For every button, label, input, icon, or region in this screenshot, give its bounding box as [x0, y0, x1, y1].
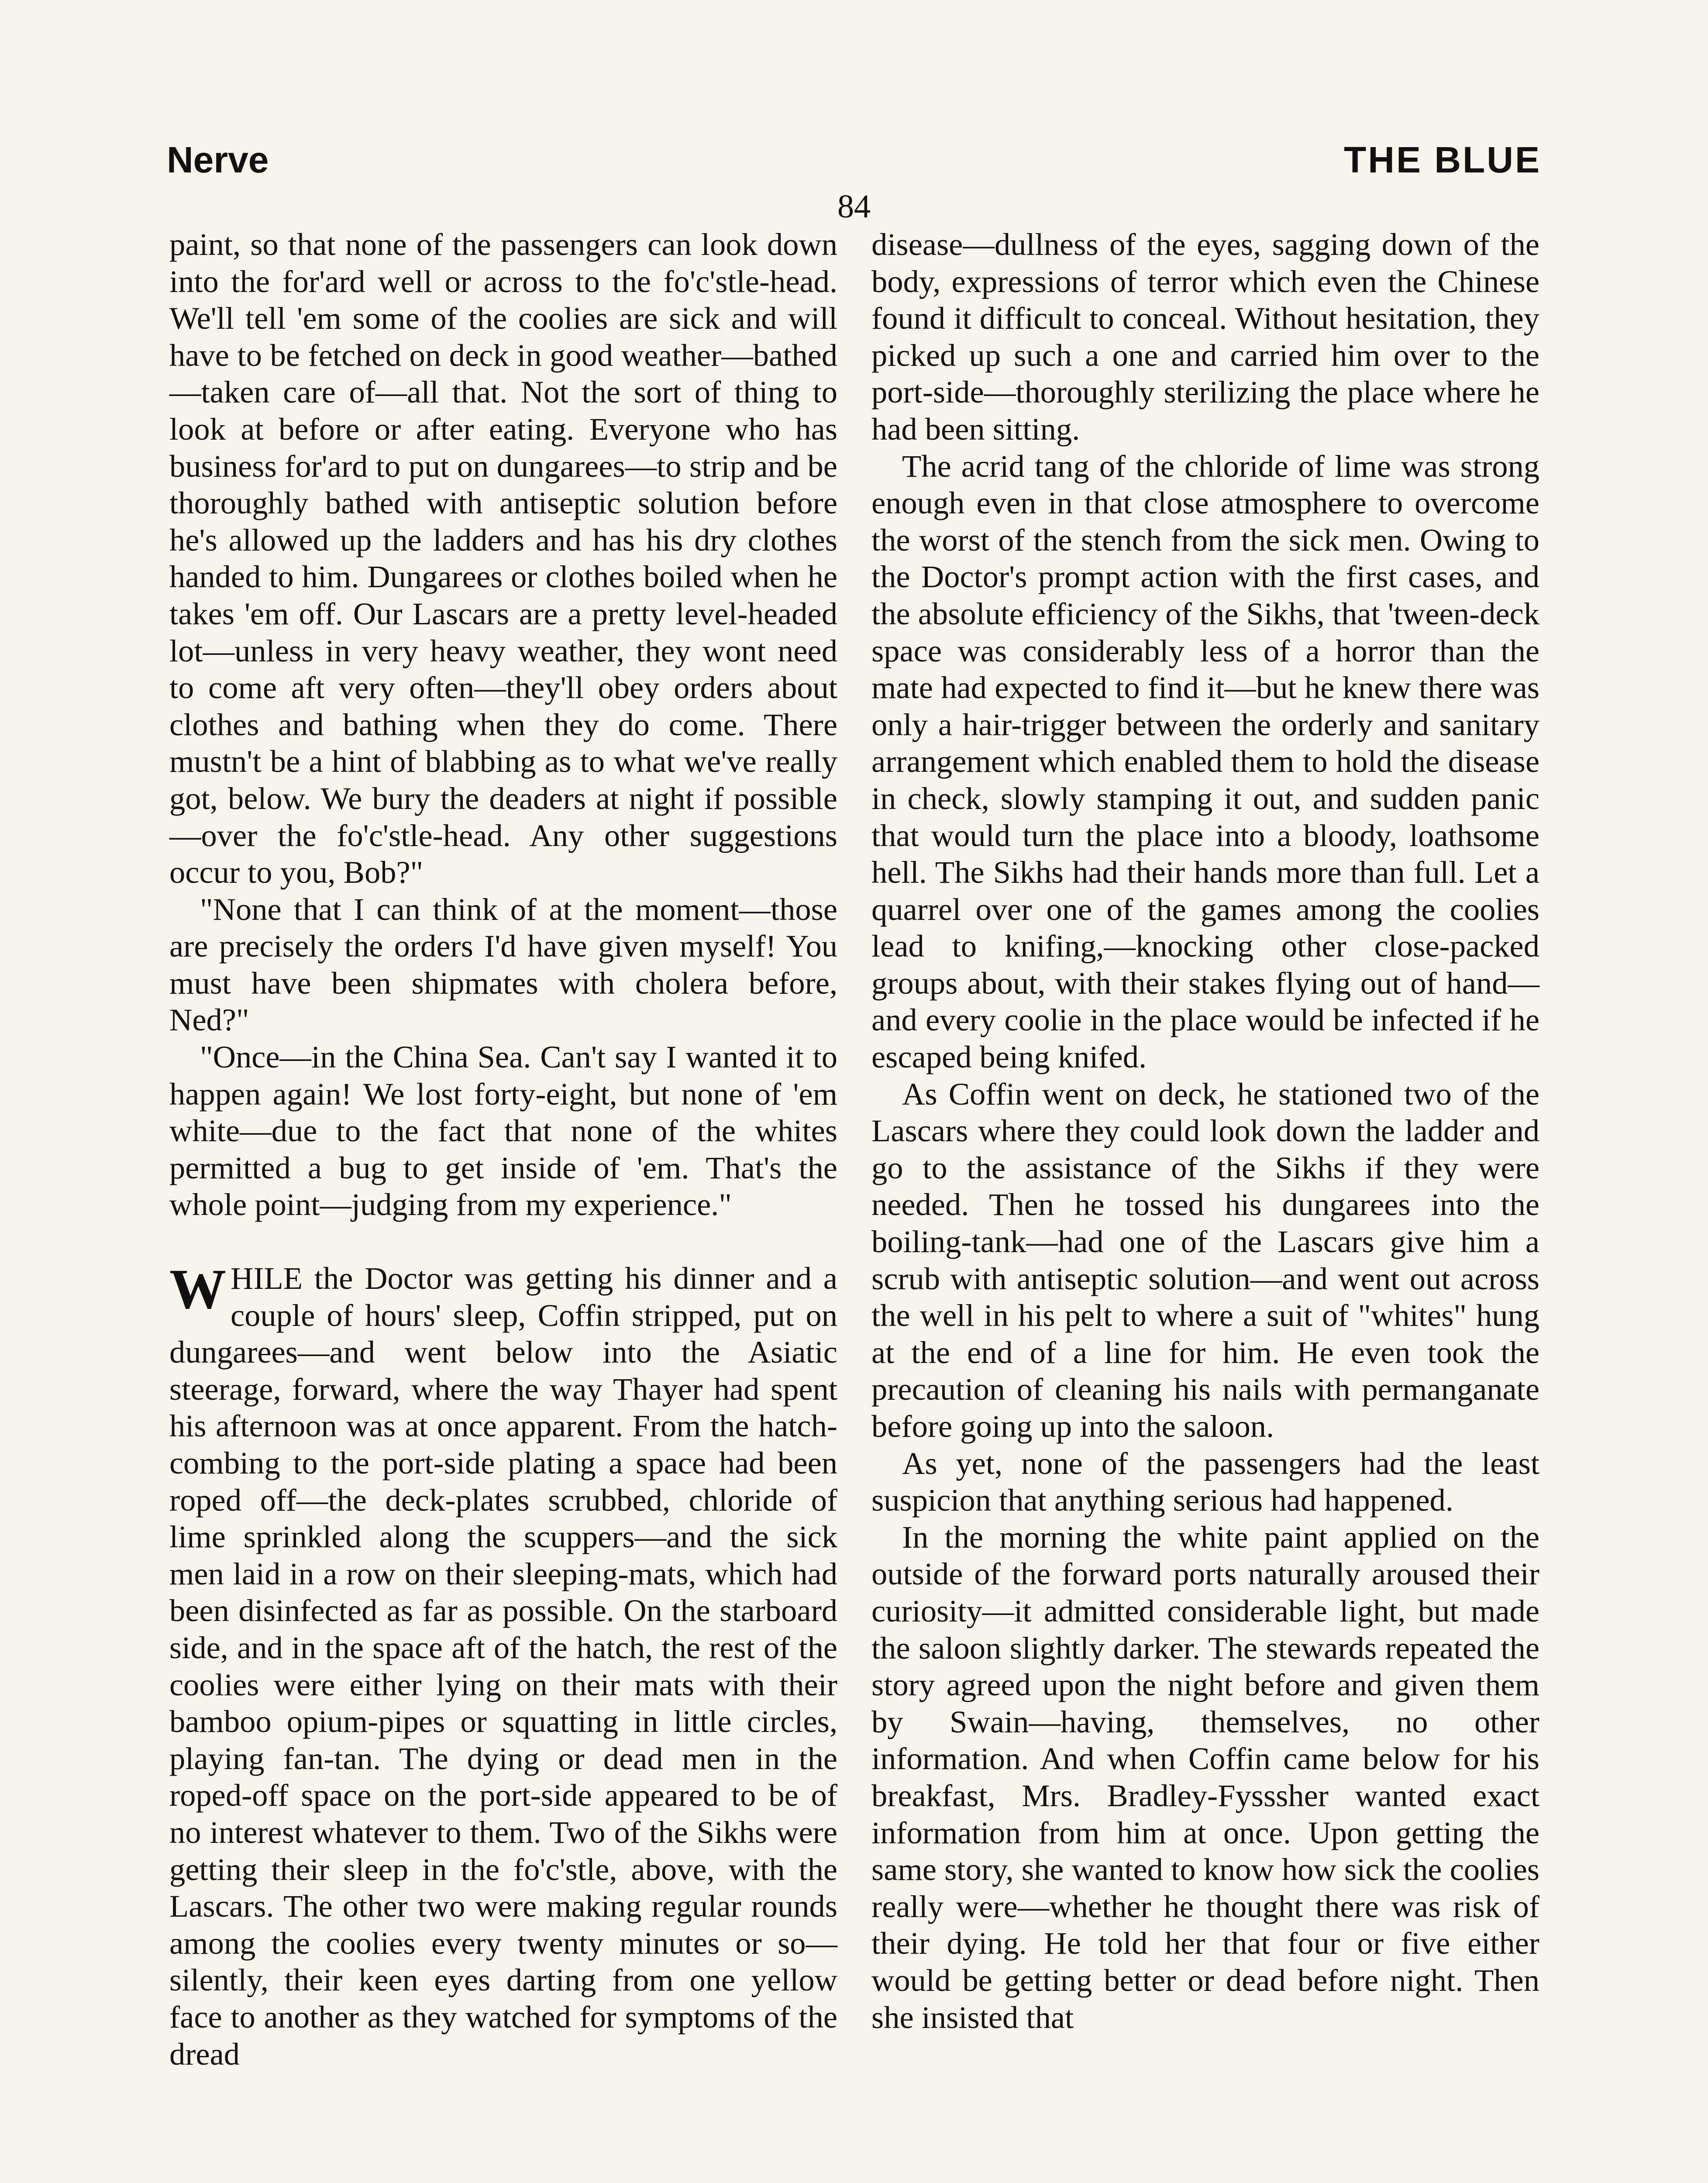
right-column	[871, 226, 1539, 2036]
running-head	[167, 139, 1541, 187]
paragraph: disease—dullness of the eyes, sagging down of the body, expressions of terror which even the Chinese found it difficult to conceal. Without hesitation, they picked up such a one and carried him over to the port-side—thoroughly sterilizing the place where he had been sitting.	[871, 227, 1539, 447]
paragraph: "Once—in the China Sea. Can't say I wanted it to happen again! We lost forty-eight, but none of 'em white—due to the fact that none of the whites permitted a bug to get inside of 'em. That's the whole point—judging from my experience."	[169, 1039, 837, 1222]
paragraph: paint, so that none of the passengers can look down into the for'ard well or across to the fo'c'stle-head. We'll tell 'em some of the coolies are sick and will have to be fetched on deck in good weather—bathed —taken care of—all that. Not the sort of thing to look at before or after eating. Everyone who has business for'ard to put on dungarees—to strip and be thoroughly bathed with antiseptic solution before he's allowed up the ladders and has his dry clothes handed to him. Dungarees or clothes boiled when he takes 'em off. Our Lascars are a pretty level-headed lot—unless in very heavy weather, they wont need to come aft very often—they'll obey orders about clothes and bathing when they do come. There mustn't be a hint of blabbing as to what we've really got, below. We bury the deaders at night if possible —over the fo'c'stle-head. Any other suggestions occur to you, Bob?"	[169, 227, 837, 890]
section-opening-text: HILE the Doctor was getting his dinner and a couple of hours' sleep, Coffin stripped, put on dungarees—and went below into the Asiatic steerage, forward, where the way Thayer had spent his afternoon was at once apparent. From the hatch-combing to the port-side plating a space had been roped off—the deck-plates scrubbed, chloride of lime sprinkled along the scuppers—and the sick men laid in a row on their sleeping-mats, which had been disinfected as far as possible. On the starboard side, and in the space aft of the hatch, the rest of the coolies were either lying on their mats with their bamboo opium-pipes or squatting in little circles, playing fan-tan. The dying or dead men in the roped-off space on the port-side appeared to be of no interest whatever to them. Two of the Sikhs were getting their sleep in the fo'c'stle, above, with the Lascars. The other two were making regular rounds among the coolies every twenty minutes or so—silently, their keen eyes darting from one yellow face to another as they watched for symptoms of the dread	[169, 1260, 837, 2072]
page-number: 84	[837, 188, 871, 225]
paragraph: As Coffin went on deck, he stationed two of the Lascars where they could look down the ladder and go to the assistance of the Sikhs if they were needed. Then he tossed his dungarees into the boiling-tank—had one of the Lascars give him a scrub with antiseptic solution—and went out across the well in his pelt to where a suit of "whites" hung at the end of a line for him. He even took the precaution of cleaning his nails with permanganate before going up into the saloon.	[871, 1076, 1539, 1444]
paragraph: In the morning the white paint applied on the outside of the forward ports naturally aroused their curiosity—it admitted considerable light, but made the saloon slightly darker. The stewards repeated the story agreed upon the night before and given them by Swain—having, themselves, no other information. And when Coffin came below for his breakfast, Mrs. Bradley-Fysssher wanted exact information from him at once. Upon getting the same story, she wanted to know how sick the coolies really were—whether he thought there was risk of their dying. He told her that four or five either would be getting better or dead before night. Then she insisted that	[871, 1519, 1539, 2035]
magazine-title: THE BLUE	[1344, 139, 1541, 180]
paragraph: "None that I can think of at the moment—those are precisely the orders I'd have given myself! You must have been shipmates with cholera before, Ned?"	[169, 891, 837, 1038]
section-opening-paragraph	[169, 1260, 837, 2073]
paragraph: The acrid tang of the chloride of lime was strong enough even in that close atmosphere to overcome the worst of the stench from the sick men. Owing to the Doctor's prompt action with the first cases, and the absolute efficiency of the Sikhs, that 'tween-deck space was considerably less of a horror than the mate had expected to find it—but he knew there was only a hair-trigger between the orderly and sanitary arrangement which enabled them to hold the disease in check, slowly stamping it out, and sudden panic that would turn the place into a bloody, loathsome hell. The Sikhs had their hands more than full. Let a quarrel over one of the games among the coolies lead to knifing,—knocking other close-packed groups about, with their stakes flying out of hand—and every coolie in the place would be infected if he escaped being knifed.	[871, 448, 1539, 1075]
left-column	[169, 226, 837, 2073]
drop-cap: W	[169, 1258, 226, 1321]
story-title: Nerve	[167, 139, 269, 180]
paragraph: As yet, none of the passengers had the least suspicion that anything serious had happened.	[871, 1445, 1539, 1518]
